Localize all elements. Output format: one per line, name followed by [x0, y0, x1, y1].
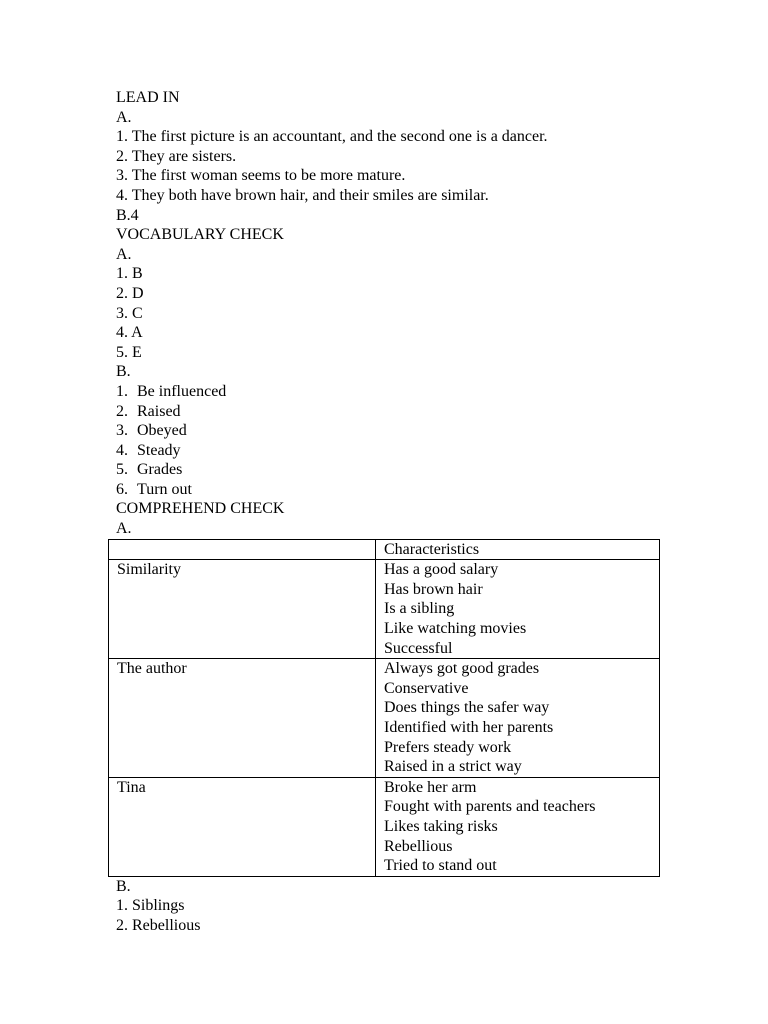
characteristic-item: Is a sibling [384, 600, 455, 618]
lead-in-answer: 1. The first picture is an accountant, and the second one is a dancer. [116, 128, 548, 146]
row-label-cell [109, 659, 376, 778]
table-row [109, 659, 660, 778]
item-text: Raised [137, 402, 181, 420]
comprehend-part-a-label: A. [116, 520, 132, 538]
vocabulary-part-a-label: A. [116, 245, 132, 263]
comprehend-b-answer: 2. Rebellious [116, 916, 201, 934]
lead-in-answer: 4. They both have brown hair, and their smiles are similar. [116, 186, 489, 204]
vocabulary-a-answer: 1. B [116, 265, 143, 283]
lead-in-part-b-answer: B.4 [116, 206, 139, 224]
row-label: The author [117, 660, 187, 678]
lead-in-answer: 2. They are sisters. [116, 147, 237, 165]
characteristic-item: Broke her arm [384, 778, 477, 796]
row-label-cell [109, 777, 376, 876]
row-label: Similarity [117, 561, 181, 579]
comprehend-check-heading: COMPREHEND CHECK [116, 500, 285, 518]
vocabulary-a-answer: 2. D [116, 284, 144, 302]
item-number: 4. [116, 441, 128, 459]
characteristic-item: Has brown hair [384, 580, 483, 598]
vocabulary-check-heading: VOCABULARY CHECK [116, 226, 284, 244]
row-items-cell [376, 777, 660, 876]
item-number: 6. [116, 480, 128, 498]
characteristic-item: Raised in a strict way [384, 758, 522, 776]
answer-key-document [116, 88, 676, 936]
lead-in-answer: 3. The first woman seems to be more mature. [116, 167, 406, 185]
characteristic-item: Fought with parents and teachers [384, 798, 596, 816]
item-number: 5. [116, 461, 128, 479]
vocabulary-a-answer: 3. C [116, 304, 143, 322]
characteristic-item: Prefers steady work [384, 738, 512, 756]
row-items-cell [376, 659, 660, 778]
row-items-cell [376, 560, 660, 659]
characteristic-item: Rebellious [384, 837, 453, 855]
header-label [117, 540, 375, 560]
lead-in-part-a-label: A. [116, 108, 132, 126]
table-row [109, 777, 660, 876]
characteristics-table [108, 539, 660, 877]
characteristic-item: Likes taking risks [384, 817, 498, 835]
comprehend-b-answer: 1. Siblings [116, 897, 185, 915]
row-label: Tina [117, 778, 146, 796]
characteristic-item: Has a good salary [384, 561, 499, 579]
item-text: Steady [137, 441, 181, 459]
vocabulary-b-answer [116, 460, 676, 480]
characteristic-item: Always got good grades [384, 660, 540, 678]
vocabulary-b-answer [116, 441, 676, 461]
item-text: Obeyed [137, 422, 187, 440]
item-text: Be influenced [137, 382, 227, 400]
characteristic-item: Identified with her parents [384, 719, 554, 736]
vocabulary-b-answer [116, 421, 676, 441]
item-number: 2. [116, 402, 128, 420]
item-text: Grades [137, 461, 183, 479]
characteristic-item: Tried to stand out [384, 857, 497, 875]
table-row [109, 560, 660, 659]
characteristic-item: Does things the safer way [384, 699, 550, 717]
vocabulary-a-answer: 5. E [116, 343, 142, 361]
header-label: Characteristics [384, 540, 480, 558]
vocabulary-part-b-label: B. [116, 363, 131, 381]
item-text: Turn out [137, 480, 192, 498]
table-header-cell [109, 539, 376, 560]
lead-in-heading: LEAD IN [116, 89, 180, 106]
vocabulary-b-answer [116, 382, 676, 402]
item-number: 1. [116, 382, 128, 400]
table-header-cell [376, 539, 660, 560]
item-number: 3. [116, 422, 128, 440]
table-header-row [109, 539, 660, 560]
characteristic-item: Like watching movies [384, 620, 527, 638]
vocabulary-b-answer [116, 402, 676, 422]
characteristic-item: Successful [384, 639, 453, 657]
vocabulary-a-answer: 4. A [116, 324, 143, 342]
comprehend-part-b-label: B. [116, 877, 131, 895]
characteristic-item: Conservative [384, 679, 469, 697]
vocabulary-b-answer [116, 480, 676, 500]
row-label-cell [109, 560, 376, 659]
